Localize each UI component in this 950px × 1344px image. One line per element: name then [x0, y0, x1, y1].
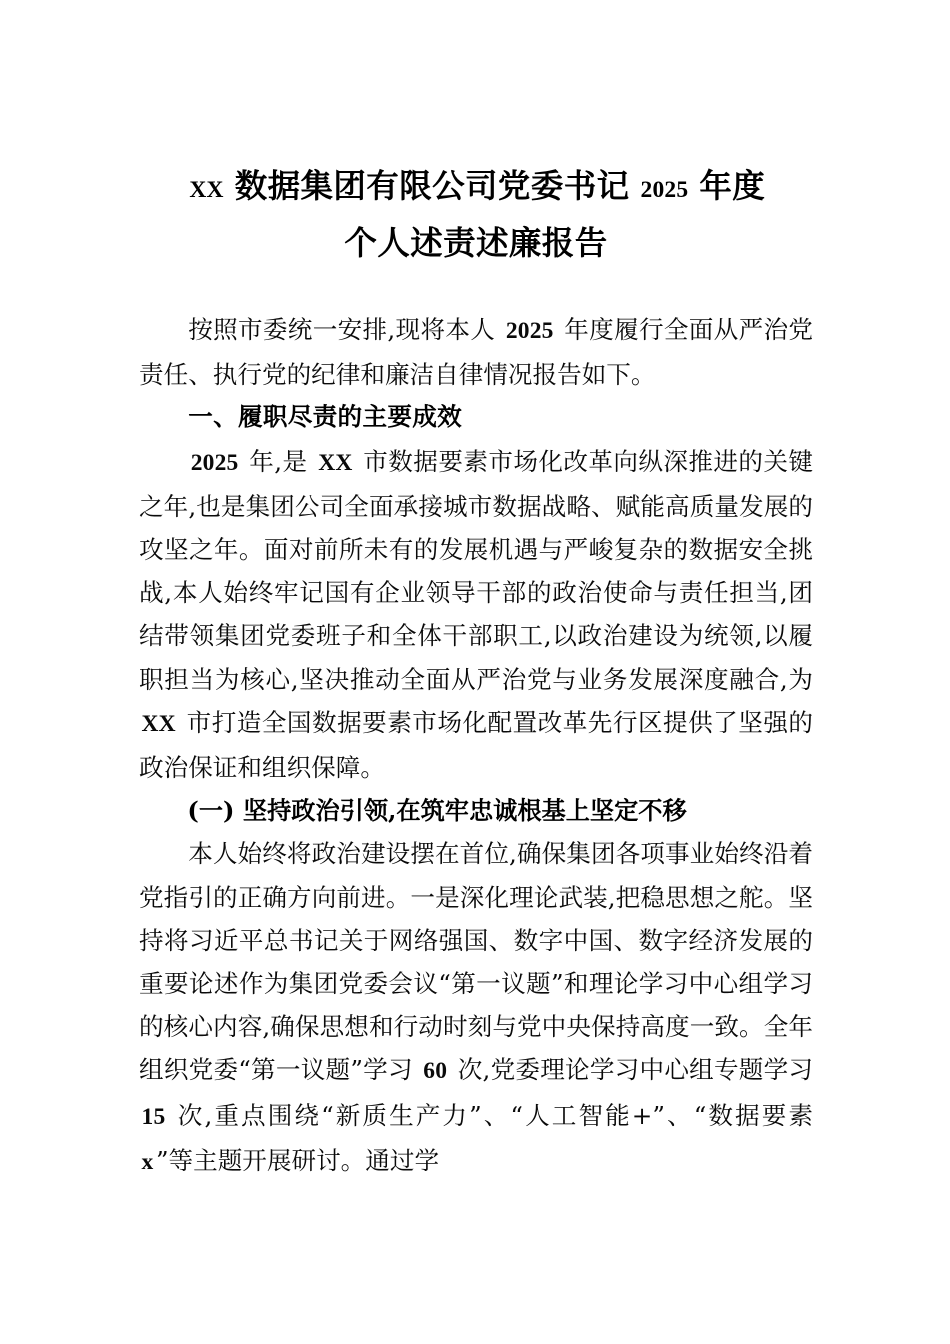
page-title-line-1: XX 数据集团有限公司党委书记 2025 年度: [139, 0, 813, 217]
heading-subsection-1-1: (一) 坚持政治引领,在筑牢忠诚根基上坚定不移: [187, 796, 687, 826]
paragraph-section-1-body: 2025 年,是 XX 市数据要素市场化改革向纵深推进的关键之年,也是集团公司全面承接城市数据战略、赋能高质量发展的攻坚之年。面对前所未有的发展机遇与严峻复杂的数据安全挑战,本人始终牢记国有企业领导干部的政治使命与责任担当,团结带领集团党委班子和全体干部职工,以政治建设为统领,以履职担当为核心,坚决推动全面从严治党与业务发展深度融合,为 XX 市打造全国数据要素市场化配置改革先行区提供了坚强的政治保证和组织保障。: [139, 446, 814, 783]
latin-run: 2025: [505, 318, 554, 344]
latin-run: XX: [141, 710, 176, 737]
latin-run: 60: [423, 1058, 448, 1085]
paragraph-subsection-1-1-body: 本人始终将政治建设摆在首位,确保集团各项事业始终沿着党指引的正确方向前进。一是深化理论武装,把稳思想之舵。坚持将习近平总书记关于网络强国、数字中国、数字经济发展的重要论述作为集团党委会议“第一议题”和理论学习中心组学习的核心内容,确保思想和行动时刻与党中央保持高度一致。全年组织党委“第一议题”学习 60 次,党委理论学习中心组专题学习 15 次,重点围绕“新质生产力”、“人工智能+”、“数据要素 x ”等主题开展研讨。通过学: [139, 839, 813, 1175]
latin-run: XX: [189, 177, 224, 203]
latin-run: 2025: [190, 449, 239, 476]
latin-run: 15: [141, 1103, 166, 1130]
latin-run: 2025: [640, 177, 689, 203]
page-title-line-2: 个人述责述廉报告: [344, 226, 608, 262]
paragraph-intro: 按照市委统一安排,现将本人 2025 年度履行全面从严治党责任、执行党的纪律和廉洁自律情况报告如下。: [139, 315, 813, 390]
latin-run: XX: [318, 449, 353, 476]
document-content: [139, 0, 813, 1184]
page-title: [139, 0, 813, 271]
heading-section-1: 一、履职尽责的主要成效: [188, 404, 463, 432]
latin-run: x: [141, 1148, 154, 1175]
document-body: [139, 308, 813, 1184]
